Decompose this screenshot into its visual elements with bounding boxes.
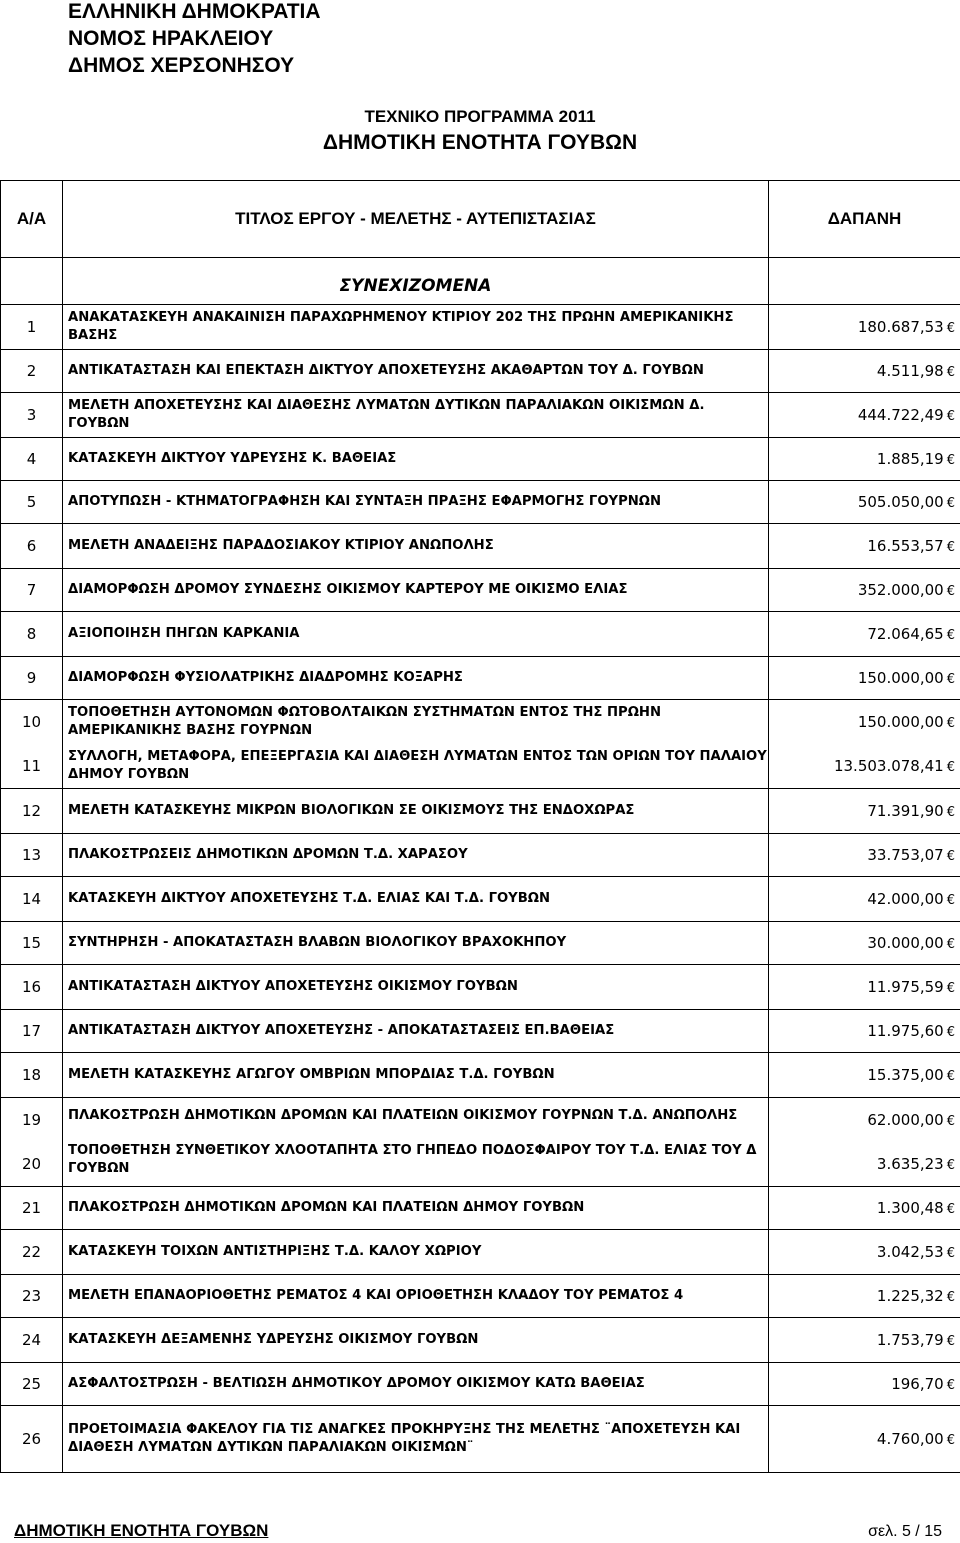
euro-symbol: € <box>946 584 955 599</box>
row-cost: 3.042,53 <box>876 1243 944 1261</box>
euro-symbol: € <box>946 1433 955 1448</box>
row-cost: 150.000,00 <box>857 669 944 687</box>
row-cost: 33.753,07 <box>867 846 944 864</box>
row-title: ΑΞΙΟΠΟΙΗΣΗ ΠΗΓΩΝ ΚΑΡΚΑΝΙΑ <box>63 612 769 657</box>
euro-symbol: € <box>946 937 955 952</box>
table-row <box>1 877 960 922</box>
euro-symbol: € <box>946 1290 955 1305</box>
euro-symbol: € <box>946 409 955 424</box>
table-row <box>1 1010 960 1053</box>
euro-symbol: € <box>946 981 955 996</box>
euro-symbol: € <box>946 1158 955 1173</box>
row-title: ΠΡΟΕΤΟΙΜΑΣΙΑ ΦΑΚΕΛΟΥ ΓΙΑ ΤΙΣ ΑΝΑΓΚΕΣ ΠΡΟΚΗΡΥΞΗΣ ΤΗΣ ΜΕΛΕΤΗΣ ¨ΑΠΟΧΕΤΕΥΣΗ ΚΑΙ ΔΙΑΘΕΣΗ ΛΥΜΑΤΩΝ ΔΥΤΙΚΩΝ ΠΑΡΑΛΙΑΚΩΝ ΟΙΚΙΣΜΩΝ¨ <box>63 1406 769 1473</box>
row-number: 4 <box>1 438 63 481</box>
row-cost: 150.000,00 <box>857 713 944 731</box>
euro-symbol: € <box>946 540 955 555</box>
row-number: 21 <box>1 1187 63 1230</box>
row-number: 24 <box>1 1318 63 1363</box>
row-cost: 196,70 <box>891 1375 944 1393</box>
euro-symbol: € <box>946 628 955 643</box>
euro-symbol: € <box>946 849 955 864</box>
euro-symbol: € <box>946 672 955 687</box>
row-title: ΜΕΛΕΤΗ ΚΑΤΑΣΚΕΥΗΣ ΜΙΚΡΩΝ ΒΙΟΛΟΓΙΚΩΝ ΣΕ ΟΙΚΙΣΜΟΥΣ ΤΗΣ ΕΝΔΟΧΩΡΑΣ <box>63 789 769 834</box>
col-header-title: ΤΙΤΛΟΣ ΕΡΓΟΥ - ΜΕΛΕΤΗΣ - ΑΥΤΕΠΙΣΤΑΣΙΑΣ <box>63 181 769 258</box>
row-number: 12 <box>1 789 63 834</box>
table-row <box>1 922 960 965</box>
row-title: ΚΑΤΑΣΚΕΥΗ ΔΕΞΑΜΕΝΗΣ ΥΔΡΕΥΣΗΣ ΟΙΚΙΣΜΟΥ ΓΟΥΒΩΝ <box>63 1318 769 1363</box>
row-number: 14 <box>1 877 63 922</box>
euro-symbol: € <box>946 1378 955 1393</box>
table-row <box>1 657 960 700</box>
row-title: ΤΟΠΟΘΕΤΗΣΗ ΣΥΝΘΕΤΙΚΟΥ ΧΛΟΟΤΑΠΗΤΑ ΣΤΟ ΓΗΠΕΔΟ ΠΟΔΟΣΦΑΙΡΟΥ ΤΟΥ Τ.Δ. ΕΛΙΑΣ ΤΟΥ Δ ΓΟΥΒΩΝ <box>68 1142 757 1176</box>
row-cost: 11.975,60 <box>867 1022 944 1040</box>
row-cost: 71.391,90 <box>867 802 944 820</box>
row-number: 16 <box>1 965 63 1010</box>
row-cost: 4.511,98 <box>876 362 944 380</box>
row-cost: 62.000,00 <box>867 1111 944 1129</box>
row-cost: 11.975,59 <box>867 978 944 996</box>
table-row <box>1 1363 960 1406</box>
row-number: 22 <box>1 1230 63 1275</box>
row-cost: 13.503.078,41 <box>833 757 944 775</box>
row-cost: 444.722,49 <box>857 406 944 424</box>
table-row <box>1 1053 960 1098</box>
table-row <box>1 350 960 393</box>
row-title: ΤΟΠΟΘΕΤΗΣΗ ΑΥΤΟΝΟΜΩΝ ΦΩΤΟΒΟΛΤΑΙΚΩΝ ΣΥΣΤΗΜΑΤΩΝ ΕΝΤΟΣ ΤΗΣ ΠΡΩΗΝ ΑΜΕΡΙΚΑΝΙΚΗΣ ΒΑΣΗΣ ΓΟΥΡΝΩΝ <box>68 705 662 738</box>
table-row <box>1 965 960 1010</box>
program-unit: ΔΗΜΟΤΙΚΗ ΕΝΟΤΗΤΑ ΓΟΥΒΩΝ <box>322 131 638 154</box>
row-title: ΑΝΑΚΑΤΑΣΚΕΥΗ ΑΝΑΚΑΙΝΙΣΗ ΠΑΡΑΧΩΡΗΜΕΝΟΥ ΚΤΙΡΙΟΥ 202 ΤΗΣ ΠΡΩΗΝ ΑΜΕΡΙΚΑΝΙΚΗΣ ΒΑΣΗΣ <box>63 305 769 350</box>
row-title: ΔΙΑΜΟΡΦΩΣΗ ΦΥΣΙΟΛΑΤΡΙΚΗΣ ΔΙΑΔΡΟΜΗΣ ΚΟΞΑΡΗΣ <box>63 657 769 700</box>
euro-symbol: € <box>946 805 955 820</box>
euro-symbol: € <box>946 321 955 336</box>
row-title: ΜΕΛΕΤΗ ΑΝΑΔΕΙΞΗΣ ΠΑΡΑΔΟΣΙΑΚΟΥ ΚΤΙΡΙΟΥ ΑΝΩΠΟΛΗΣ <box>63 524 769 569</box>
footer-page-number: σελ. 5 / 15 <box>868 1523 942 1540</box>
row-number: 26 <box>1 1406 63 1473</box>
row-title: ΑΝΤΙΚΑΤΑΣΤΑΣΗ ΔΙΚΤΥΟΥ ΑΠΟΧΕΤΕΥΣΗΣ ΟΙΚΙΣΜΟΥ ΓΟΥΒΩΝ <box>63 965 769 1010</box>
row-cost: 3.635,23 <box>876 1155 944 1173</box>
euro-symbol: € <box>946 365 955 380</box>
row-number: 15 <box>1 922 63 965</box>
row-number: 1 <box>1 305 63 350</box>
table-row <box>1 789 960 834</box>
row-number: 11 <box>21 757 42 775</box>
euro-symbol: € <box>946 496 955 511</box>
row-number: 5 <box>1 481 63 524</box>
row-title: ΠΛΑΚΟΣΤΡΩΣΗ ΔΗΜΟΤΙΚΩΝ ΔΡΟΜΩΝ ΚΑΙ ΠΛΑΤΕΙΩΝ ΟΙΚΙΣΜΟΥ ΓΟΥΡΝΩΝ Τ.Δ. ΑΝΩΠΟΛΗΣ <box>68 1107 738 1123</box>
table-row <box>1 700 960 789</box>
euro-symbol: € <box>946 1025 955 1040</box>
row-title: ΑΝΤΙΚΑΤΑΣΤΑΣΗ ΔΙΚΤΥΟΥ ΑΠΟΧΕΤΕΥΣΗΣ - ΑΠΟΚΑΤΑΣΤΑΣΕΙΣ ΕΠ.ΒΑΘΕΙΑΣ <box>63 1010 769 1053</box>
table-row <box>1 438 960 481</box>
footer-unit: ΔΗΜΟΤΙΚΗ ΕΝΟΤΗΤΑ ΓΟΥΒΩΝ <box>14 1521 269 1540</box>
row-cost: 1.753,79 <box>876 1331 944 1349</box>
row-number: 8 <box>1 612 63 657</box>
header-line-municipality: ΔΗΜΟΣ ΧΕΡΣΟΝΗΣΟΥ <box>68 54 295 77</box>
row-cost: 1.885,19 <box>876 450 944 468</box>
row-cost: 30.000,00 <box>867 934 944 952</box>
col-header-cost: ΔΑΠΑΝΗ <box>769 181 960 258</box>
projects-table <box>0 180 960 1473</box>
row-number: 9 <box>1 657 63 700</box>
euro-symbol: € <box>946 760 955 775</box>
table-row <box>1 834 960 877</box>
row-title: ΜΕΛΕΤΗ ΕΠΑΝΑΟΡΙΟΘΕΤΗΣ ΡΕΜΑΤΟΣ 4 ΚΑΙ ΟΡΙΟΘΕΤΗΣΗ ΚΛΑΔΟΥ ΤΟΥ ΡΕΜΑΤΟΣ 4 <box>63 1275 769 1318</box>
row-number: 23 <box>1 1275 63 1318</box>
row-cost: 1.300,48 <box>876 1199 944 1217</box>
row-title: ΚΑΤΑΣΚΕΥΗ ΤΟΙΧΩΝ ΑΝΤΙΣΤΗΡΙΞΗΣ Τ.Δ. ΚΑΛΟΥ ΧΩΡΙΟΥ <box>63 1230 769 1275</box>
table-row <box>1 1406 960 1473</box>
euro-symbol: € <box>946 453 955 468</box>
row-number: 17 <box>1 1010 63 1053</box>
row-title: ΣΥΛΛΟΓΗ, ΜΕΤΑΦΟΡΑ, ΕΠΕΞΕΡΓΑΣΙΑ ΚΑΙ ΔΙΑΘΕΣΗ ΛΥΜΑΤΩΝ ΕΝΤΟΣ ΤΩΝ ΟΡΙΩΝ ΤΟΥ ΠΑΛΑΙΟΥ ΔΗΜΟΥ ΓΟΥΒΩΝ <box>68 749 767 782</box>
row-title: ΜΕΛΕΤΗ ΑΠΟΧΕΤΕΥΣΗΣ ΚΑΙ ΔΙΑΘΕΣΗΣ ΛΥΜΑΤΩΝ ΔΥΤΙΚΩΝ ΠΑΡΑΛΙΑΚΩΝ ΟΙΚΙΣΜΩΝ Δ. ΓΟΥΒΩΝ <box>63 393 769 438</box>
header-line-country: ΕΛΛΗΝΙΚΗ ΔΗΜΟΚΡΑΤΙΑ <box>68 0 321 23</box>
euro-symbol: € <box>946 1202 955 1217</box>
col-header-number: Α/Α <box>1 181 63 258</box>
table-row <box>1 305 960 350</box>
row-cost: 180.687,53 <box>857 318 944 336</box>
row-number: 18 <box>1 1053 63 1098</box>
row-title: ΠΛΑΚΟΣΤΡΩΣΕΙΣ ΔΗΜΟΤΙΚΩΝ ΔΡΟΜΩΝ Τ.Δ. ΧΑΡΑΣΟΥ <box>63 834 769 877</box>
row-title: ΣΥΝΤΗΡΗΣΗ - ΑΠΟΚΑΤΑΣΤΑΣΗ ΒΛΑΒΩΝ ΒΙΟΛΟΓΙΚΟΥ ΒΡΑΧΟΚΗΠΟΥ <box>63 922 769 965</box>
row-title: ΑΠΟΤΥΠΩΣΗ - ΚΤΗΜΑΤΟΓΡΑΦΗΣΗ ΚΑΙ ΣΥΝΤΑΞΗ ΠΡΑΞΗΣ ΕΦΑΡΜΟΓΗΣ ΓΟΥΡΝΩΝ <box>63 481 769 524</box>
table-row <box>1 1275 960 1318</box>
header-line-prefecture: ΝΟΜΟΣ ΗΡΑΚΛΕΙΟΥ <box>68 27 274 50</box>
row-cost: 72.064,65 <box>867 625 944 643</box>
row-number: 7 <box>1 569 63 612</box>
row-title: ΜΕΛΕΤΗ ΚΑΤΑΣΚΕΥΗΣ ΑΓΩΓΟΥ ΟΜΒΡΙΩΝ ΜΠΟΡΔΙΑΣ Τ.Δ. ΓΟΥΒΩΝ <box>63 1053 769 1098</box>
table-row <box>1 524 960 569</box>
row-number: 10 <box>21 713 42 731</box>
row-cost: 1.225,32 <box>876 1287 944 1305</box>
euro-symbol: € <box>946 1334 955 1349</box>
table-row <box>1 612 960 657</box>
row-number: 3 <box>1 393 63 438</box>
row-cost: 352.000,00 <box>857 581 944 599</box>
row-cost: 42.000,00 <box>867 890 944 908</box>
row-number: 6 <box>1 524 63 569</box>
row-number: 13 <box>1 834 63 877</box>
row-number: 19 <box>21 1111 42 1129</box>
row-title: ΑΝΤΙΚΑΤΑΣΤΑΣΗ ΚΑΙ ΕΠΕΚΤΑΣΗ ΔΙΚΤΥΟΥ ΑΠΟΧΕΤΕΥΣΗΣ ΑΚΑΘΑΡΤΩΝ ΤΟΥ Δ. ΓΟΥΒΩΝ <box>63 350 769 393</box>
program-title: ΤΕΧΝΙΚΟ ΠΡΟΓΡΑΜΜΑ 2011 <box>364 107 596 126</box>
table-row <box>1 569 960 612</box>
row-cost: 505.050,00 <box>857 493 944 511</box>
table-row <box>1 1230 960 1275</box>
euro-symbol: € <box>946 1069 955 1084</box>
row-title: ΠΛΑΚΟΣΤΡΩΣΗ ΔΗΜΟΤΙΚΩΝ ΔΡΟΜΩΝ ΚΑΙ ΠΛΑΤΕΙΩΝ ΔΗΜΟΥ ΓΟΥΒΩΝ <box>63 1187 769 1230</box>
row-title: ΚΑΤΑΣΚΕΥΗ ΔΙΚΤΥΟΥ ΥΔΡΕΥΣΗΣ Κ. ΒΑΘΕΙΑΣ <box>63 438 769 481</box>
table-row <box>1 481 960 524</box>
euro-symbol: € <box>946 893 955 908</box>
row-number: 25 <box>1 1363 63 1406</box>
row-title: ΔΙΑΜΟΡΦΩΣΗ ΔΡΟΜΟΥ ΣΥΝΔΕΣΗΣ ΟΙΚΙΣΜΟΥ ΚΑΡΤΕΡΟΥ ΜΕ ΟΙΚΙΣΜΟ ΕΛΙΑΣ <box>63 569 769 612</box>
table-row <box>1 1187 960 1230</box>
row-number: 20 <box>21 1155 42 1173</box>
table-row <box>1 1098 960 1187</box>
table-header-row <box>1 181 960 258</box>
row-number: 2 <box>1 350 63 393</box>
euro-symbol: € <box>946 1246 955 1261</box>
row-cost: 4.760,00 <box>876 1430 944 1448</box>
euro-symbol: € <box>946 1114 955 1129</box>
row-title: ΑΣΦΑΛΤΟΣΤΡΩΣΗ - ΒΕΛΤΙΩΣΗ ΔΗΜΟΤΙΚΟΥ ΔΡΟΜΟΥ ΟΙΚΙΣΜΟΥ ΚΑΤΩ ΒΑΘΕΙΑΣ <box>63 1363 769 1406</box>
euro-symbol: € <box>946 716 955 731</box>
section-label-continuing: ΣΥΝΕΧΙΖΟΜΕΝΑ <box>63 258 769 305</box>
table-row <box>1 1318 960 1363</box>
section-row <box>1 258 960 305</box>
table-row <box>1 393 960 438</box>
row-title: ΚΑΤΑΣΚΕΥΗ ΔΙΚΤΥΟΥ ΑΠΟΧΕΤΕΥΣΗΣ Τ.Δ. ΕΛΙΑΣ ΚΑΙ Τ.Δ. ΓΟΥΒΩΝ <box>63 877 769 922</box>
row-cost: 16.553,57 <box>867 537 944 555</box>
row-cost: 15.375,00 <box>867 1066 944 1084</box>
